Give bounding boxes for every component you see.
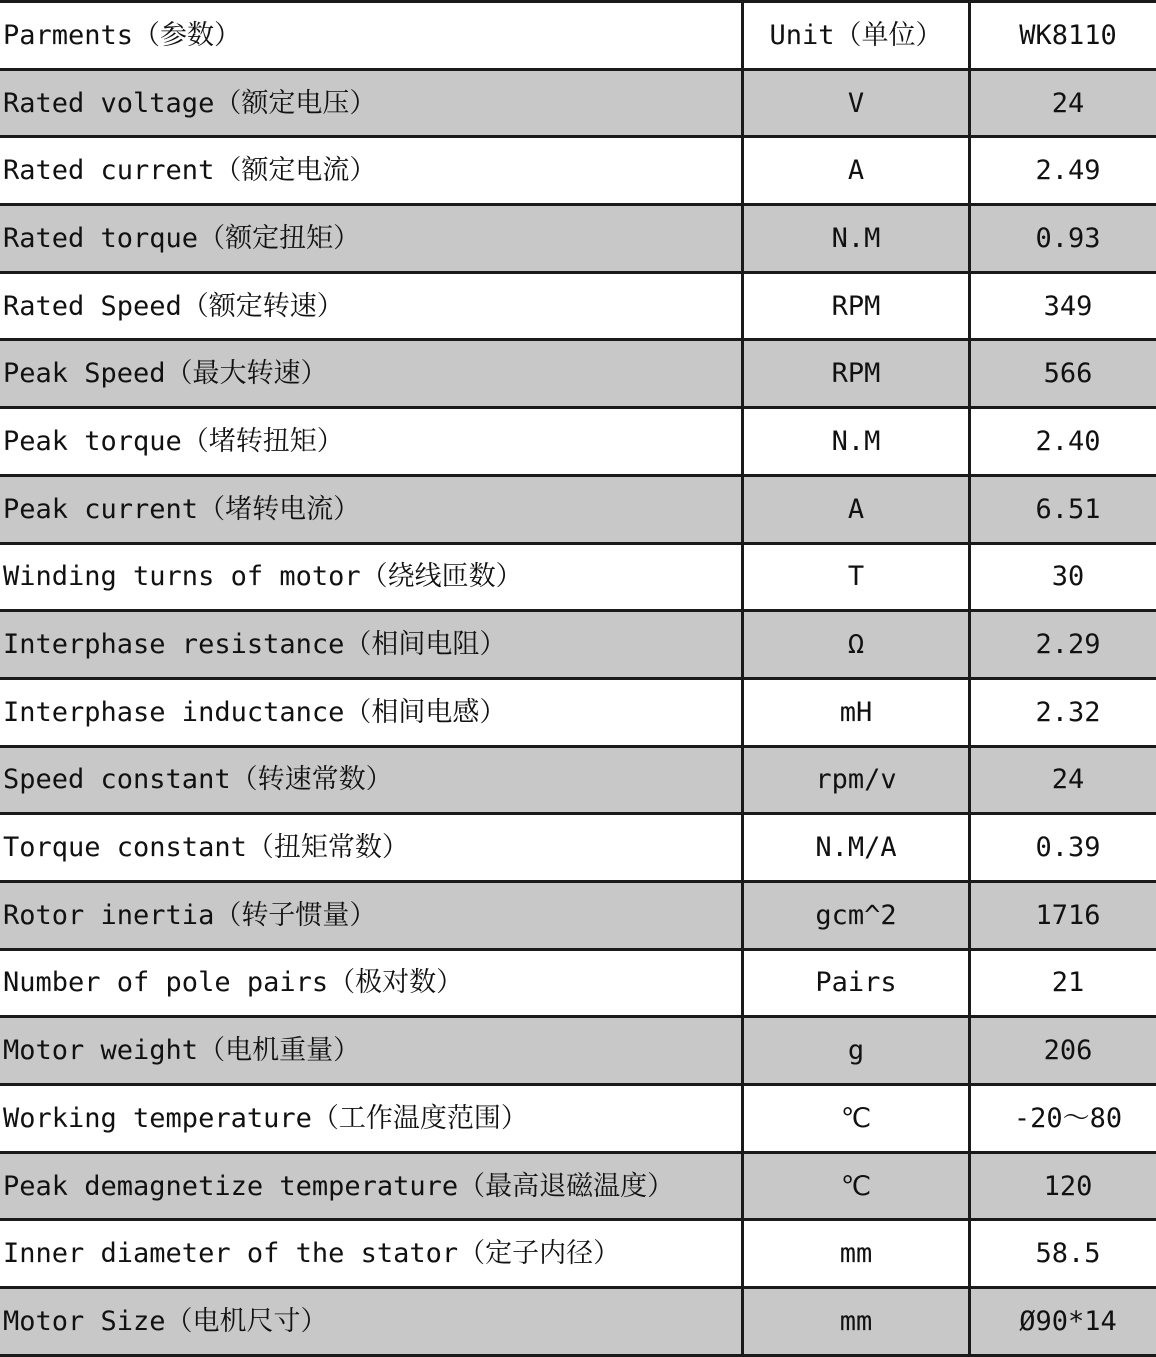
value-cell: 2.40 xyxy=(970,408,1156,476)
table-row xyxy=(0,678,1156,746)
param-cell: Peak current（堵转电流） xyxy=(0,475,743,543)
param-cell: Interphase resistance（相间电阻） xyxy=(0,611,743,679)
unit-cell: g xyxy=(743,1017,970,1085)
table-row xyxy=(0,137,1156,205)
param-cell: Rated voltage（额定电压） xyxy=(0,69,743,137)
unit-cell: RPM xyxy=(743,272,970,340)
param-cell: Winding turns of motor（绕线匝数） xyxy=(0,543,743,611)
table-row xyxy=(0,881,1156,949)
unit-cell: A xyxy=(743,475,970,543)
table-row xyxy=(0,1085,1156,1153)
param-cell: Rated current（额定电流） xyxy=(0,137,743,205)
value-cell: 349 xyxy=(970,272,1156,340)
unit-cell: ℃ xyxy=(743,1152,970,1220)
param-cell: Motor weight（电机重量） xyxy=(0,1017,743,1085)
value-cell: 6.51 xyxy=(970,475,1156,543)
param-cell: Torque constant（扭矩常数） xyxy=(0,814,743,882)
unit-cell: gcm^2 xyxy=(743,881,970,949)
value-cell: 2.49 xyxy=(970,137,1156,205)
unit-cell: RPM xyxy=(743,340,970,408)
unit-cell: mm xyxy=(743,1288,970,1356)
header-model: WK8110 xyxy=(970,2,1156,70)
param-cell: Working temperature（工作温度范围） xyxy=(0,1085,743,1153)
value-cell: 0.39 xyxy=(970,814,1156,882)
unit-cell: N.M xyxy=(743,205,970,273)
param-cell: Number of pole pairs（极对数） xyxy=(0,949,743,1017)
unit-cell: A xyxy=(743,137,970,205)
unit-cell: N.M xyxy=(743,408,970,476)
table-row xyxy=(0,814,1156,882)
param-cell: Rotor inertia（转子惯量） xyxy=(0,881,743,949)
table-row xyxy=(0,1288,1156,1356)
table-row xyxy=(0,1220,1156,1288)
unit-cell: ℃ xyxy=(743,1085,970,1153)
unit-cell: V xyxy=(743,69,970,137)
table-row xyxy=(0,746,1156,814)
param-cell: Peak demagnetize temperature（最高退磁温度） xyxy=(0,1152,743,1220)
header-unit: Unit（单位） xyxy=(743,2,970,70)
param-cell: Peak Speed（最大转速） xyxy=(0,340,743,408)
unit-cell: rpm/v xyxy=(743,746,970,814)
table-row xyxy=(0,408,1156,476)
value-cell: 120 xyxy=(970,1152,1156,1220)
unit-cell: Pairs xyxy=(743,949,970,1017)
param-cell: Interphase inductance（相间电感） xyxy=(0,678,743,746)
param-cell: Speed constant（转速常数） xyxy=(0,746,743,814)
param-cell: Motor Size（电机尺寸） xyxy=(0,1288,743,1356)
table-row xyxy=(0,205,1156,273)
spec-table-body xyxy=(0,2,1156,1356)
unit-cell: mm xyxy=(743,1220,970,1288)
value-cell: 58.5 xyxy=(970,1220,1156,1288)
table-row xyxy=(0,611,1156,679)
unit-cell: T xyxy=(743,543,970,611)
value-cell: 0.93 xyxy=(970,205,1156,273)
table-row xyxy=(0,69,1156,137)
unit-cell: mH xyxy=(743,678,970,746)
value-cell: Ø90*14 xyxy=(970,1288,1156,1356)
value-cell: 21 xyxy=(970,949,1156,1017)
param-cell: Inner diameter of the stator（定子内径） xyxy=(0,1220,743,1288)
value-cell: 24 xyxy=(970,746,1156,814)
value-cell: -20～80 xyxy=(970,1085,1156,1153)
table-row xyxy=(0,1017,1156,1085)
header-param: Parments（参数） xyxy=(0,2,743,70)
value-cell: 566 xyxy=(970,340,1156,408)
value-cell: 2.32 xyxy=(970,678,1156,746)
param-cell: Peak torque（堵转扭矩） xyxy=(0,408,743,476)
param-cell: Rated Speed（额定转速） xyxy=(0,272,743,340)
table-header-row xyxy=(0,2,1156,70)
table-row xyxy=(0,475,1156,543)
value-cell: 1716 xyxy=(970,881,1156,949)
table-row xyxy=(0,340,1156,408)
unit-cell: N.M/A xyxy=(743,814,970,882)
table-row xyxy=(0,543,1156,611)
value-cell: 30 xyxy=(970,543,1156,611)
param-cell: Rated torque（额定扭矩） xyxy=(0,205,743,273)
table-row xyxy=(0,272,1156,340)
value-cell: 24 xyxy=(970,69,1156,137)
value-cell: 2.29 xyxy=(970,611,1156,679)
value-cell: 206 xyxy=(970,1017,1156,1085)
table-row xyxy=(0,949,1156,1017)
table-row xyxy=(0,1152,1156,1220)
unit-cell: Ω xyxy=(743,611,970,679)
